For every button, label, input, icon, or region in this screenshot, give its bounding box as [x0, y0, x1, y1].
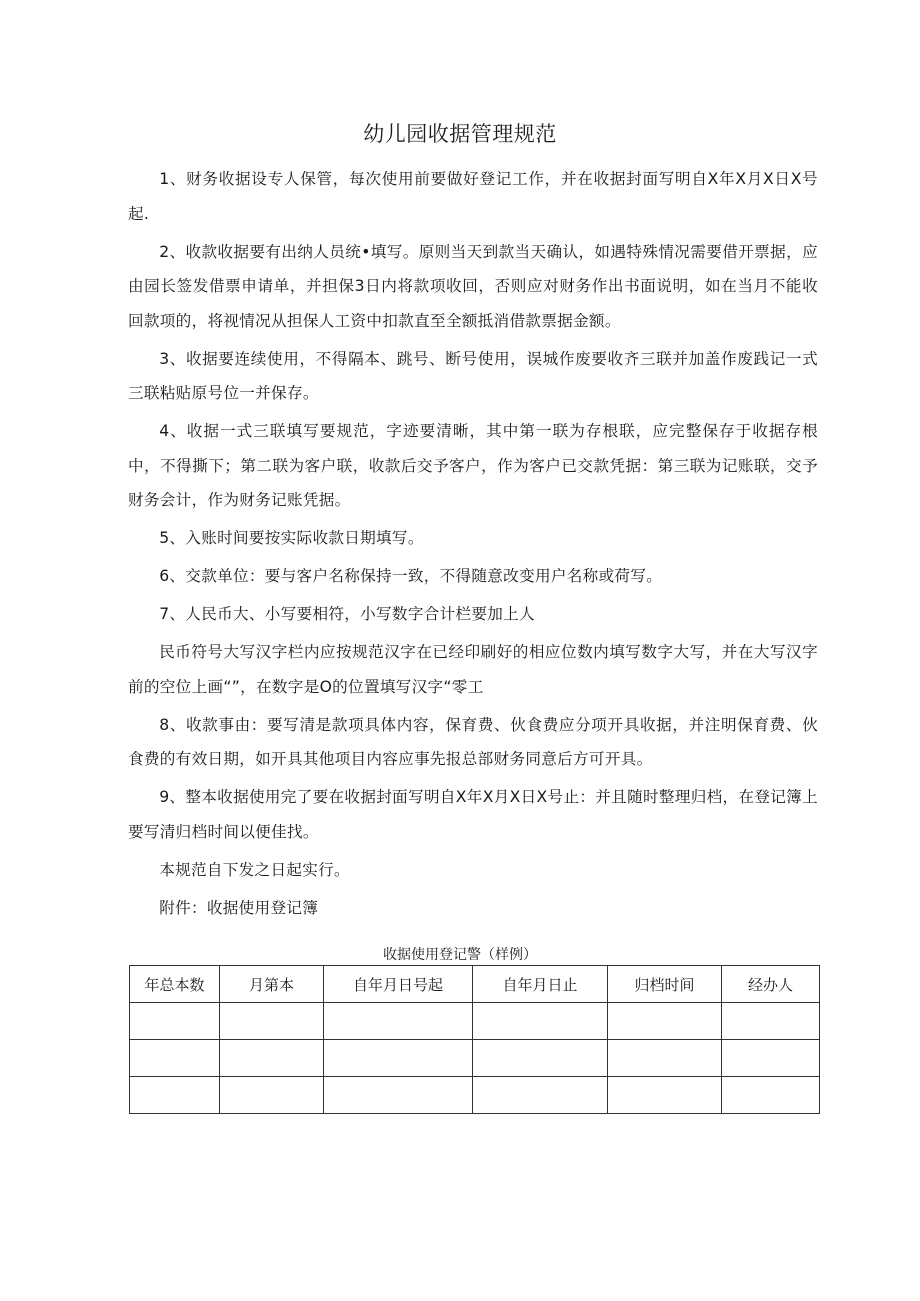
- paragraph-7: 7、人民币大、小写要相符，小写数字合计栏要加上人: [159, 605, 535, 623]
- table-cell: [608, 1077, 722, 1114]
- paragraph-9: 9、整本收据使用完了要在收据封面写明自X年X月X日X号止：并且随时整理归档，在登记簿上要写清归档时间以便佳找。: [128, 788, 818, 841]
- document-body: [128, 162, 818, 929]
- receipt-register-table: [129, 965, 820, 1114]
- paragraph-7-continued: 民币符号大写汉字栏内应按规范汉字在已经印刷好的相应位数内填写数字大写，并在大写汉字前的空位上画“”，在数字是O的位置填写汉字“零工: [128, 643, 818, 696]
- paragraph-2: 2、收款收据要有出纳人员统•填写。原则当天到款当天确认，如遇特殊情况需要借开票据，应由园长签发借票申请单，并担保3日内将款项收回，否则应对财务作出书面说明，如在当月不能收回款项的，将视情况从担保人工资中扣款直至全额抵消借款票据金额。: [128, 242, 818, 330]
- table-cell: [130, 1003, 220, 1040]
- table-cell: [473, 1040, 608, 1077]
- column-header: 年总本数: [130, 966, 220, 1003]
- paragraph-4: 4、收据一式三联填写要规范，字迹要清晰，其中第一联为存根联，应完整保存于收据存根中，不得撕下；第二联为客户联，收款后交予客户，作为客户已交款凭据：第三联为记账联，交予财务会计，作为财务记账凭据。: [128, 422, 818, 509]
- table-cell: [722, 1077, 820, 1114]
- table-cell: [473, 1077, 608, 1114]
- table-cell: [608, 1040, 722, 1077]
- paragraph-5: 5、入账时间要按实际收款日期填写。: [159, 529, 424, 547]
- paragraph-1: 1、财务收据设专人保管，每次使用前要做好登记工作，并在收据封面写明自X年X月X日X号起.: [128, 170, 818, 223]
- table-cell: [608, 1003, 722, 1040]
- attachment-note: 附件：收据使用登记簿: [159, 898, 319, 917]
- table-cell: [220, 1040, 324, 1077]
- table-cell: [130, 1040, 220, 1077]
- column-header: 月第本: [220, 966, 324, 1003]
- effective-statement: 本规范自下发之日起实行。: [159, 860, 350, 879]
- table-cell: [324, 1077, 473, 1114]
- table-row: [130, 1040, 820, 1077]
- table-cell: [722, 1040, 820, 1077]
- table-row: [130, 1003, 820, 1040]
- table-row: [130, 1077, 820, 1114]
- table-cell: [473, 1003, 608, 1040]
- column-header: 经办人: [722, 966, 820, 1003]
- table-header-row: [130, 966, 820, 1003]
- column-header: 自年月日止: [473, 966, 608, 1003]
- table-cell: [324, 1040, 473, 1077]
- table-caption: 收据使用登记警（样例）: [383, 947, 537, 963]
- paragraph-3: 3、收据要连续使用，不得隔本、跳号、断号使用，误城作废要收齐三联并加盖作废践记一式三联粘贴原号位一并保存。: [128, 349, 818, 402]
- table-cell: [220, 1077, 324, 1114]
- paragraph-8: 8、收款事由：要写清是款项具体内容，保育费、伙食费应分项开具收据，并注明保育费、伙食费的有效日期，如开具其他项目内容应事先报总部财务同意后方可开具。: [128, 715, 818, 768]
- table-cell: [324, 1003, 473, 1040]
- paragraph-6: 6、交款单位：要与客户名称保持一致，不得随意改变用户名称或荷写。: [159, 567, 663, 585]
- table-cell: [220, 1003, 324, 1040]
- column-header: 自年月日号起: [324, 966, 473, 1003]
- table-cell: [722, 1003, 820, 1040]
- table-cell: [130, 1077, 220, 1114]
- column-header: 归档时间: [608, 966, 722, 1003]
- document-title: 幼儿园收据管理规范: [363, 122, 557, 146]
